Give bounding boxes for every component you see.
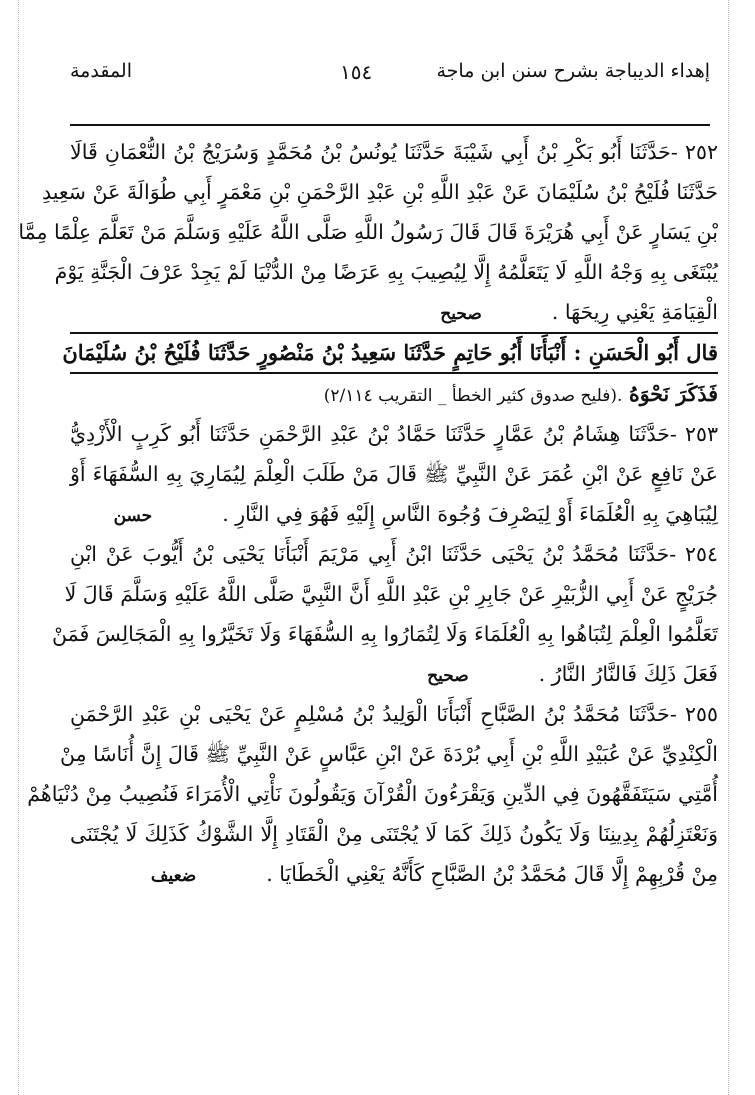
hadith-line: ٢٥٢ -حَدَّثَنَا أَبُو بَكْرِ بْنُ أَبِي شَيْبَةَ حَدَّثَنَا يُونُسُ بْنُ مُحَمَّدٍ وَسُرَيْجُ بْنُ النُّعْمَانِ قَالَا <box>70 140 718 164</box>
section-title: المقدمة <box>70 60 133 82</box>
hadith-255 <box>27 694 718 894</box>
hadith-line: عَنْ نَافِعٍ عَنْ ابْنِ عُمَرَ عَنْ النَّبِيِّ ﷺ قَالَ مَنْ طَلَبَ الْعِلْمَ لِيُمَارِيَ بِهِ السُّفَهَاءَ أَوْ <box>70 462 718 486</box>
isnad-line: قال أَبُو الْحَسَنِ : أَنْبَأَنَا أَبُو حَاتِمٍ حَدَّثَنَا سَعِيدُ بْنُ مَنْصُورٍ حَدَّثَنَا فُلَيْحُ بْنُ سُلَيْمَانَ <box>62 340 718 365</box>
grade-label: صحيح <box>440 304 482 324</box>
hadith-text: مِنْ قُرْبِهِمْ إِلَّا قَالَ مُحَمَّدُ بْنُ الصَّبَّاحِ كَأَنَّهُ يَعْنِي الْخَطَايَا . <box>266 862 718 886</box>
book-title: إهداء الديباجة بشرح سنن ابن ماجة <box>436 60 710 82</box>
hadith-last-line <box>70 494 718 534</box>
hadith-line: تَعَلَّمُوا الْعِلْمَ لِتُبَاهُوا بِهِ الْعُلَمَاءَ وَلَا لِتُمَارُوا بِهِ السُّفَهَاءَ وَلَا تَخَيَّرُوا بِهِ الْمَجَالِسَ فَمَنْ <box>52 622 718 646</box>
hadith-last-line <box>70 854 718 894</box>
hadith-last-line <box>70 292 718 332</box>
hadith-line: بْنِ يَسَارٍ عَنْ أَبِي هُرَيْرَةَ قَالَ قَالَ رَسُولُ اللَّهِ صَلَّى اللَّهُ عَلَيْهِ وَسَلَّمَ مَنْ تَعَلَّمَ عِلْمًا مِمَّا <box>18 220 718 244</box>
header-rule <box>70 124 710 126</box>
hadith-last-line <box>70 654 718 694</box>
hadith-line: ٢٥٥ -حَدَّثَنَا مُحَمَّدُ بْنُ الصَّبَّاحِ أَنْبَأَنَا الْوَلِيدُ بْنُ مُسْلِمٍ عَنْ يَحْيَى بْنِ عَبْدِ الرَّحْمَنِ <box>70 702 718 726</box>
hadith-253 <box>70 414 718 534</box>
hadith-line: حَدَّثَنَا فُلَيْحُ بْنُ سُلَيْمَانَ عَنْ عَبْدِ اللَّهِ بْنِ عَبْدِ الرَّحْمَنِ بْنِ مَعْمَرٍ أَبِي طُوَالَةَ عَنْ سَعِيدِ <box>41 180 718 204</box>
hadith-line: أُمَّتِي سَيَتَفَقَّهُونَ فِي الدِّينِ وَيَقْرَءُونَ الْقُرْآنَ وَيَقُولُونَ نَأْتِي الْأُمَرَاءَ فَنُصِيبُ مِنْ دُنْيَاهُمْ <box>27 782 718 806</box>
hadith-254 <box>52 534 718 694</box>
hadith-line: ٢٥٤ -حَدَّثَنَا مُحَمَّدُ بْنُ يَحْيَى حَدَّثَنَا ابْنُ أَبِي مَرْيَمَ أَنْبَأَنَا يَحْيَى بْنُ أَيُّوبَ عَنْ ابْنِ <box>70 542 718 566</box>
page-number: ١٥٤ <box>340 60 373 84</box>
page-header <box>70 60 710 94</box>
grade-label: حسن <box>113 506 153 526</box>
hadith-line: الْكِنْدِيِّ عَنْ عُبَيْدِ اللَّهِ بْنِ أَبِي بُرْدَةَ عَنْ ابْنِ عَبَّاسٍ عَنْ النَّبِيِّ ﷺ قَالَ إِنَّ أُنَاسًا مِنْ <box>59 742 718 766</box>
scan-margin-left <box>18 0 19 1095</box>
isnad-conclusion: فَذَكَرَ نَحْوَهُ <box>628 382 718 406</box>
grade-label: صحيح <box>427 666 469 686</box>
hadith-line: يُبْتَغَى بِهِ وَجْهُ اللَّهِ لَا يَتَعَلَّمُهُ إِلَّا لِيُصِيبَ بِهِ عَرَضًا مِنْ الدُّنْيَا لَمْ يَجِدْ عَرْفَ الْجَنَّةِ يَوْمَ <box>54 260 718 284</box>
hadith-text: الْقِيَامَةِ يَعْنِي رِيحَهَا . <box>551 300 718 324</box>
hadith-text: فَعَلَ ذَلِكَ فَالنَّارُ النَّارُ . <box>538 662 718 686</box>
hadith-line: وَنَعْتَزِلُهُمْ بِدِينِنَا وَلَا يَكُونُ ذَلِكَ كَمَا لَا يُجْتَنَى مِنْ الْقَتَادِ إِلَّا الشَّوْكُ كَذَلِكَ لَا يُجْتَنَى <box>70 822 718 846</box>
scan-margin-right <box>728 0 729 1095</box>
narrator-note: .(فليح صدوق كثير الخطأ _ التقريب ٢/١١٤) <box>323 386 623 406</box>
hadith-text: لِيُبَاهِيَ بِهِ الْعُلَمَاءَ أَوْ لِيَصْرِفَ وُجُوهَ النَّاسِ إِلَيْهِ فَهُوَ فِي النَّارِ . <box>222 502 718 526</box>
hadith-252 <box>18 132 718 332</box>
grade-label: ضعيف <box>150 866 197 886</box>
abu-al-hasan-addition <box>62 332 718 414</box>
hadith-line: جُرَيْجٍ عَنْ أَبِي الزُّبَيْرِ عَنْ جَابِرِ بْنِ عَبْدِ اللَّهِ أَنَّ النَّبِيَّ صَلَّى اللَّهُ عَلَيْهِ وَسَلَّمَ قَالَ لَا <box>64 582 718 606</box>
isnad-note-line <box>70 374 718 414</box>
hadith-line: ٢٥٣ -حَدَّثَنَا هِشَامُ بْنُ عَمَّارٍ حَدَّثَنَا حَمَّادُ بْنُ عَبْدِ الرَّحْمَنِ حَدَّثَنَا أَبُو كَرِبٍ الْأَزْدِيُّ <box>70 422 718 446</box>
page-body <box>18 132 718 894</box>
